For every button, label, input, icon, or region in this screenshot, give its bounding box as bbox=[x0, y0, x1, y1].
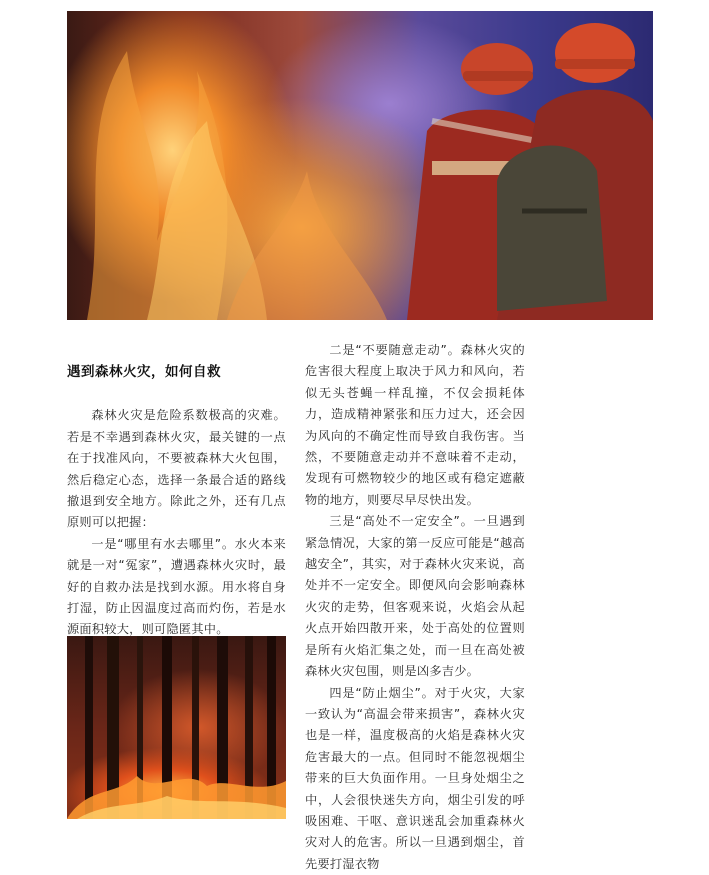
paragraph-high-ground: 三是“高处不一定安全”。一旦遇到紧急情况，大家的第一反应可能是“越高越安全”，其实，对于森林火灾来说，高处并不一定安全。即便风向会影响森林火灾的走势，但客观来说，火焰会从起火点开始四散开来，处于高处的位置则是所有火焰汇集之处，而一旦在高处被森林火灾包围，则是凶多吉少。 bbox=[305, 511, 525, 682]
paragraph-water: 一是“哪里有水去哪里”。水火本来就是一对“冤家”，遭遇森林火灾时，最好的自救办法是找到水源。用水将自身打湿，防止因温度过高而灼伤，若是水源面积较大，则可隐匿其中。 bbox=[67, 534, 286, 641]
firefighters-illustration bbox=[67, 11, 653, 320]
paragraph-smoke: 四是“防止烟尘”。对于火灾，大家一致认为“高温会带来损害”，森林火灾也是一样，温度极高的火焰是森林火灾危害最大的一点。但同时不能忽视烟尘带来的巨大负面作用。一旦身处烟尘之中，人会很快迷失方向，烟尘引发的呼吸困难、干呕、意识迷乱会加重森林火灾对人的危害。所以一旦遇到烟尘，首先要打湿衣物 bbox=[305, 683, 525, 875]
firefighters-photo bbox=[67, 11, 653, 320]
article-heading: 遇到森林火灾，如何自救 bbox=[67, 362, 286, 383]
paragraph-no-walking: 二是“不要随意走动”。森林火灾的危害很大程度上取决于风力和风向，若似无头苍蝇一样乱撞，不仅会损耗体力，造成精神紧张和压力过大，还会因为风向的不确定性而导致自我伤害。当然，不要随意走动并不意味着不走动，发现有可燃物较少的地区或有稳定遮蔽物的地方，则要尽早尽快出发。 bbox=[305, 340, 525, 511]
right-column bbox=[305, 340, 525, 875]
paragraph-intro: 森林火灾是危险系数极高的灾难。若是不幸遇到森林火灾，最关键的一点在于找准风向，不要被森林大火包围，然后稳定心态，选择一条最合适的路线撤退到安全地方。除此之外，还有几点原则可以把握： bbox=[67, 405, 286, 533]
left-column bbox=[67, 340, 286, 641]
burning-forest-photo bbox=[67, 636, 286, 819]
burning-forest-illustration bbox=[67, 636, 286, 819]
